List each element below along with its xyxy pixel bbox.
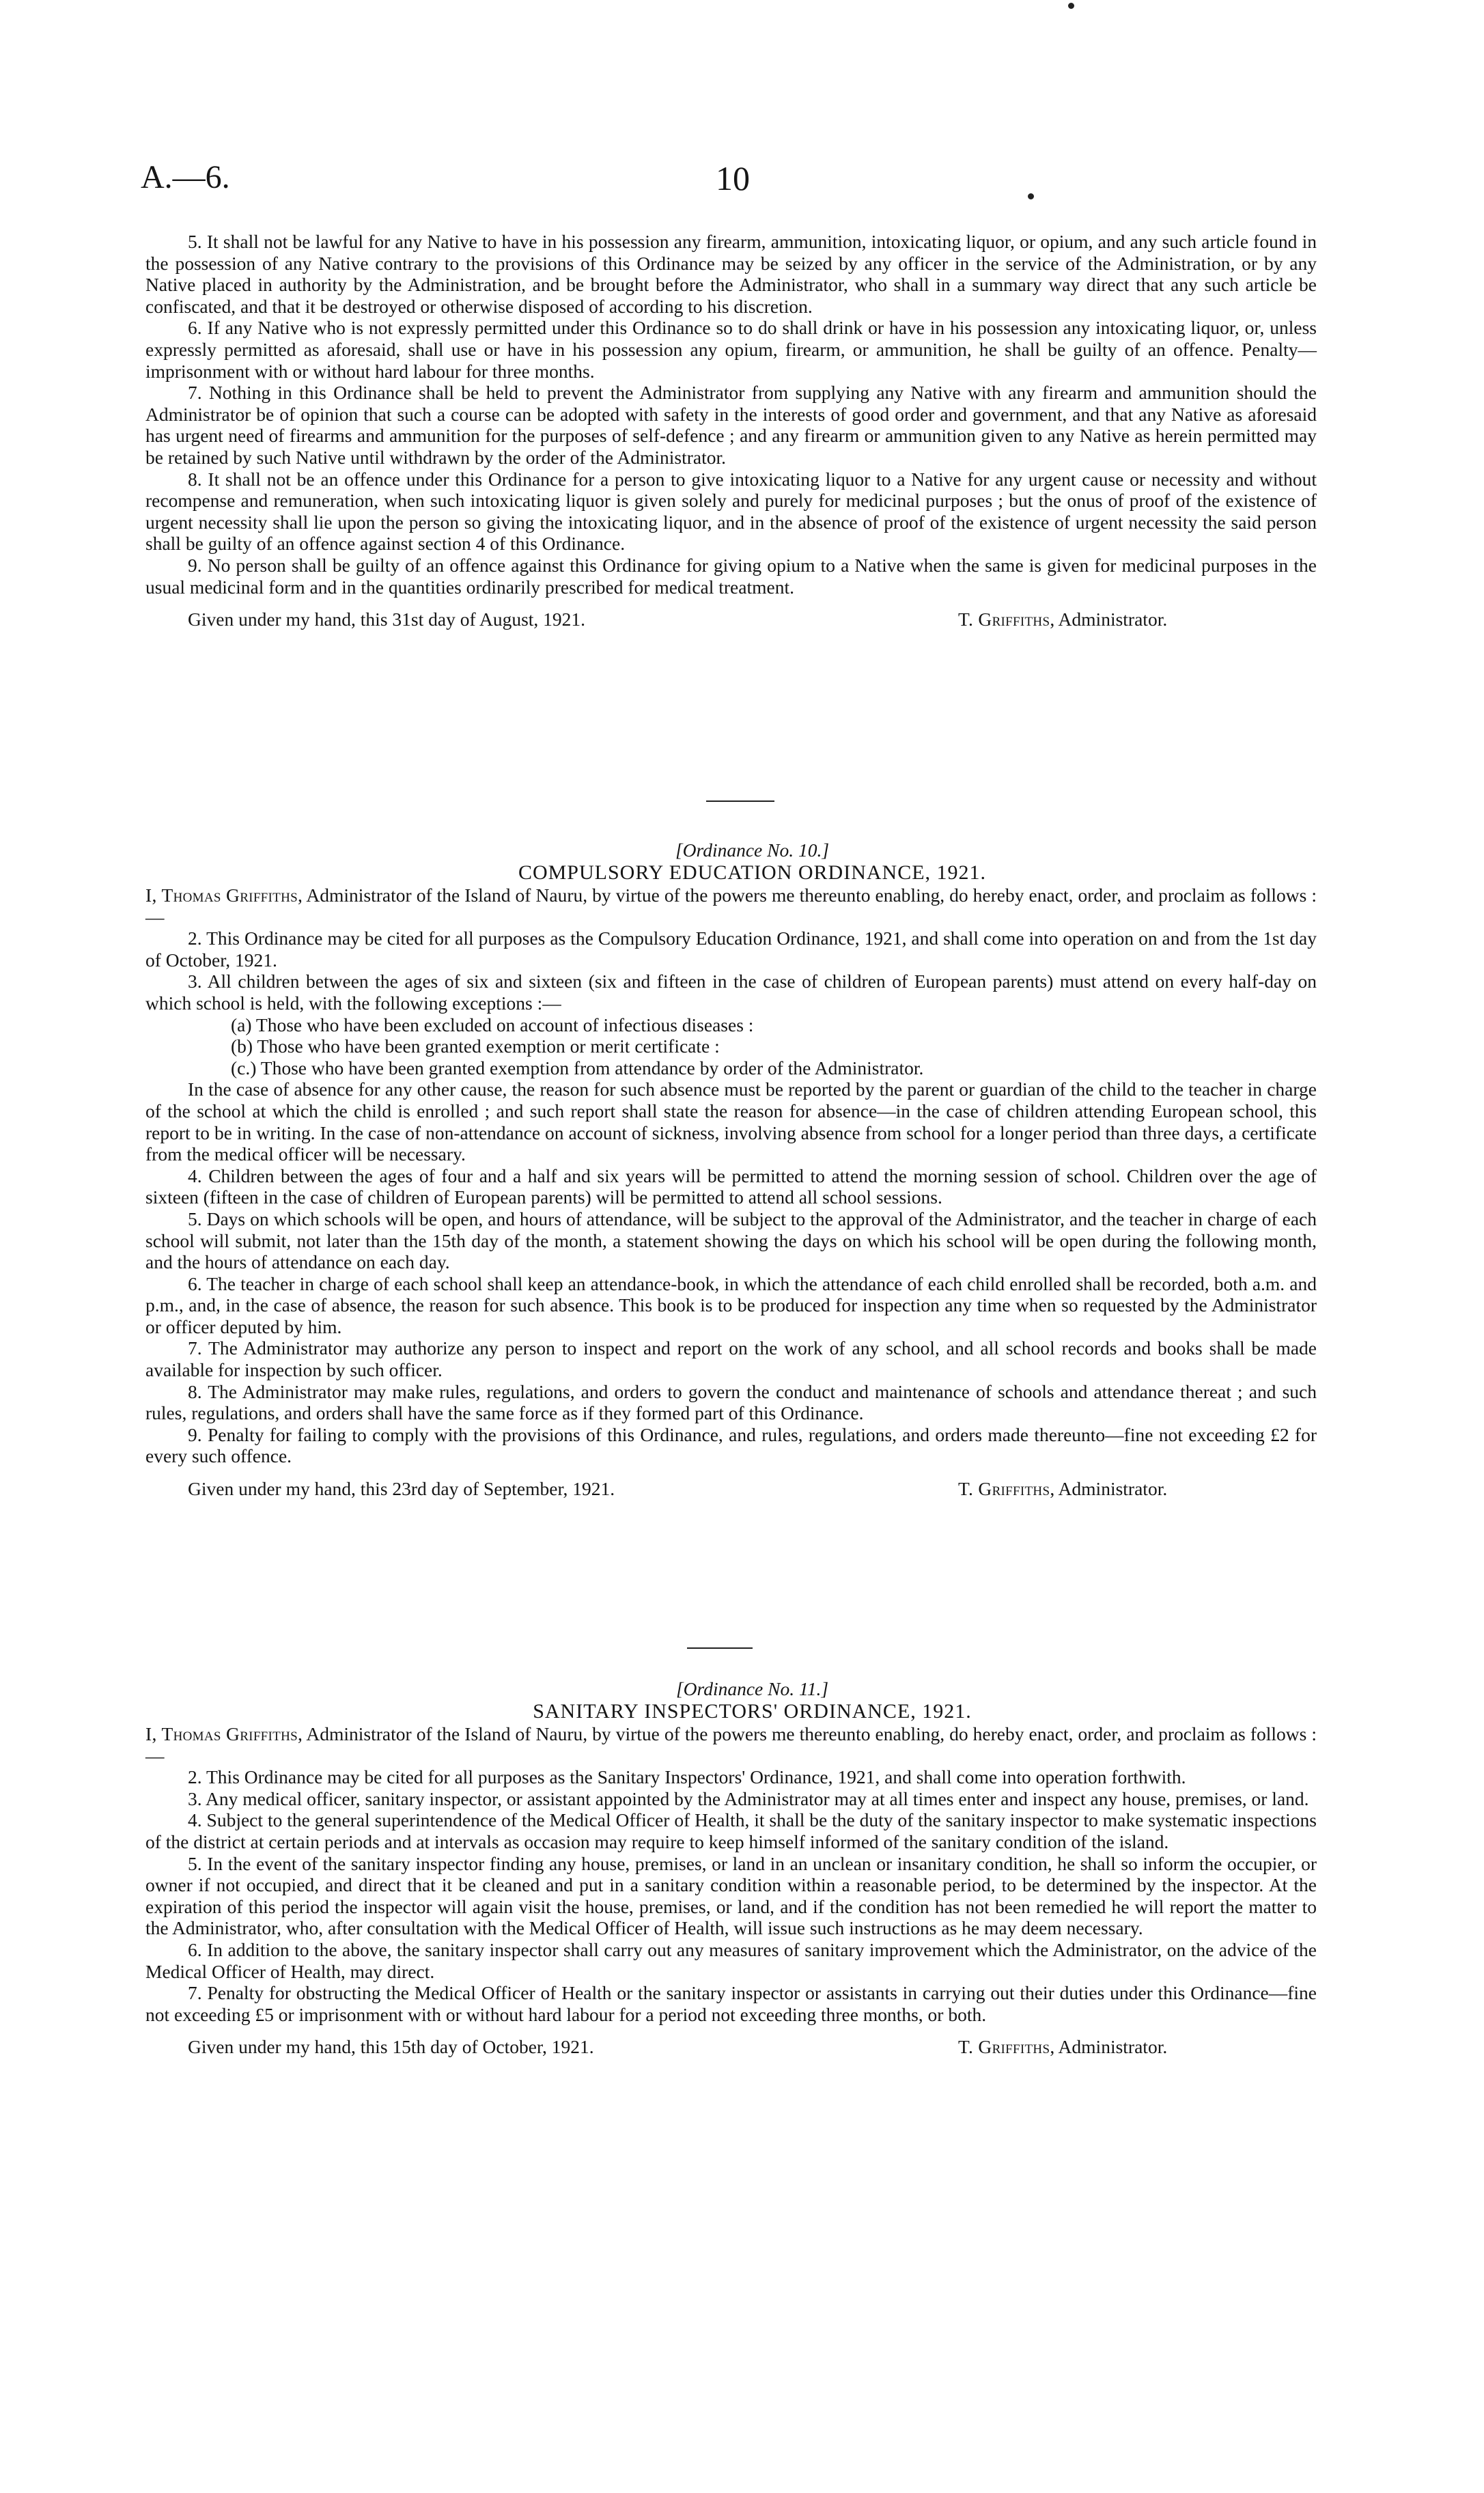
exception-c: (c.) Those who have been granted exemption from attendance by order of the Administrator. [231,1057,924,1078]
ordinance-opening: I, Thomas Griffiths, Administrator of the Island of Nauru, by virtue of the powers me thereunto enabling, do hereby enact, order, and proclaim as follows :— [145,1723,1317,1766]
clause-8: 8. The Administrator may make rules, regulations, and orders to govern the conduct and maintenance of schools and attendance thereat ; and such rules, regulations, and orders shall have the same force as if they formed part of this Ordinance. [145,1380,1317,1424]
page-header [0,158,1484,206]
clause-5: 5. In the event of the sanitary inspector finding any house, premises, or land in an unclean or insanitary condition, he shall so inform the occupier, or owner if not occupied, and direct that it be cleaned and put in a sanitary condition within a reasonable period, to be determined by the inspector. At the expiration of this period the inspector will again visit the house, premises, or land, and if the condition has not been remedied he will report the matter to the Administrator, who, after consultation with the Medical Officer of Health, will issue such instructions as he may deem necessary. [145,1852,1317,1939]
ordinance-opening: I, Thomas Griffiths, Administrator of the Island of Nauru, by virtue of the powers me thereunto enabling, do hereby enact, order, and proclaim as follows :— [145,885,1317,928]
clause-3: 3. All children between the ages of six and sixteen (six and fifteen in the case of children of European parents) must attend on every half-day on which school is held, with the following exceptions :— [145,971,1317,1014]
clause-6: 6. In addition to the above, the sanitary inspector shall carry out any measures of sanitary improvement which the Administrator, on the advice of the Medical Officer of Health, may direct. [145,1938,1317,1982]
clause-6: 6. If any Native who is not expressly permitted under this Ordinance so to do shall drink or have in his possession any intoxicating liquor, or, unless expressly permitted as aforesaid, shall use or have in his possession any opium, firearm, or ammunition, he shall be guilty of an offence. Penalty—imprisonment with or without hard labour for three months. [145,317,1317,382]
clause-6: 6. The teacher in charge of each school shall keep an attendance-book, in which the attendance of each child enrolled shall be recorded, both a.m. and p.m., and, in the case of absence, the reason for such absence. This book is to be produced for inspection any time when so requested by the Administrator or officer deputed by him. [145,1272,1317,1337]
given-date: Given under my hand, this 23rd day of September, 1921. [188,1478,615,1500]
clause-5: 5. Days on which schools will be open, and hours of attendance, will be subject to the approval of the Administrator, and the teacher in charge of each school will submit, not later than the 15th day of the month, a statement showing the days on which his school will be open during the following month, and the hours of attendance on each day. [145,1208,1317,1273]
exception-a: (a) Those who have been excluded on account of infectious diseases : [231,1014,754,1035]
clause-9: 9. No person shall be guilty of an offence against this Ordinance for giving opium to a Native when the same is given for medicinal purposes in the usual medicinal form and in the quantities ordinarily prescribed for medical treatment. [145,554,1317,598]
absence-paragraph: In the case of absence for any other cause, the reason for such absence must be reported by the parent or guardian of the child to the teacher in charge of the school at which the child is enrolled ; and such report shall state the reason for absence—in the case of children attending European school, this report to be in writing. In the case of non-attendance on account of sickness, involving absence from school for a longer period than three days, a certificate from the medical officer will be necessary. [145,1078,1317,1165]
document-code: A.—6. [141,159,230,195]
ordinance-title: COMPULSORY EDUCATION ORDINANCE, 1921. [518,861,987,884]
section-divider-2 [687,1647,753,1649]
given-line [145,609,1317,636]
exception-b: (b) Those who have been granted exemption or merit certificate : [231,1035,720,1057]
section-divider-1 [706,800,774,802]
signature: T. Griffiths, Administrator. [958,1478,1168,1500]
print-speck-top [1068,3,1074,9]
given-line [145,2036,1317,2063]
clause-3: 3. Any medical officer, sanitary inspector, or assistant appointed by the Administrator may at all times enter and inspect any house, premises, or land. [188,1787,1309,1809]
clause-7: 7. The Administrator may authorize any person to inspect and report on the work of any school, and all school records and books shall be made available for inspection by such officer. [145,1337,1317,1381]
given-date: Given under my hand, this 31st day of August, 1921. [188,609,586,630]
given-date: Given under my hand, this 15th day of October, 1921. [188,2036,594,2058]
ordinance-number: [Ordinance No. 11.] [675,1678,829,1699]
clause-2: 2. This Ordinance may be cited for all purposes as the Sanitary Inspectors' Ordinance, 1921, and shall come into operation forthwith. [188,1766,1186,1788]
given-line [145,1478,1317,1505]
clause-5: 5. It shall not be lawful for any Native to have in his possession any firearm, ammunition, intoxicating liquor, or opium, and any such article found in the possession of any Native contrary to the provisions of this Ordinance may be seized by any officer in the service of the Administration, or by any Native placed in authority by the Administration, and be brought before the Administrator, who shall in a summary way direct that any such article be confiscated, and that it be destroyed or otherwise disposed of according to his discretion. [145,231,1317,317]
ordinance-title: SANITARY INSPECTORS' ORDINANCE, 1921. [533,1700,972,1723]
clause-7: 7. Nothing in this Ordinance shall be held to prevent the Administrator from supplying any Native with any firearm and ammunition should the Administrator be of opinion that such a course can be adopted with safety in the interests of good order and government, and that any Native as aforesaid has urgent need of firearms and ammunition for the purposes of self-defence ; and any firearm or ammunition given to any Native as herein permitted may be retained by such Native until withdrawn by the order of the Administrator. [145,382,1317,468]
clause-4: 4. Children between the ages of four and a half and six years will be permitted to attend the morning session of school. Children over the age of sixteen (fifteen in the case of children of European parents) will be permitted to attend all school sessions. [145,1165,1317,1208]
sanitary-inspectors-ordinance [145,1678,1317,2063]
clause-7: 7. Penalty for obstructing the Medical Officer of Health or the sanitary inspector or assistants in carrying out their duties under this Ordinance—fine not exceeding £5 or imprisonment with or without hard labour for a period not exceeding three months, or both. [145,1982,1317,2025]
ordinance-continuation [145,231,1317,636]
clause-4: 4. Subject to the general superintendence of the Medical Officer of Health, it shall be the duty of the sanitary inspector to make systematic inspections of the district at certain periods and at intervals as occasion may require to keep himself informed of the sanitary condition of the island. [145,1809,1317,1852]
compulsory-education-ordinance [145,839,1317,1505]
signature: T. Griffiths, Administrator. [958,2036,1168,2058]
page-number: 10 [716,159,750,197]
clause-8: 8. It shall not be an offence under this Ordinance for a person to give intoxicating liquor to a Native for any urgent cause or necessity and without recompense and remuneration, when such intoxicating liquor is given solely and purely for medicinal purposes ; but the onus of proof of the existence of urgent necessity shall lie upon the person so giving the intoxicating liquor, and in the absence of proof of the existence of urgent necessity the said person shall be guilty of an offence against section 4 of this Ordinance. [145,468,1317,555]
clause-2: 2. This Ordinance may be cited for all purposes as the Compulsory Education Ordinance, 1921, and shall come into operation on and from the 1st day of October, 1921. [145,928,1317,971]
signature: T. Griffiths, Administrator. [958,609,1168,630]
ordinance-number: [Ordinance No. 10.] [675,839,830,861]
clause-9: 9. Penalty for failing to comply with the provisions of this Ordinance, and rules, regulations, and orders made thereunto—fine not exceeding £2 for every such offence. [145,1423,1317,1467]
